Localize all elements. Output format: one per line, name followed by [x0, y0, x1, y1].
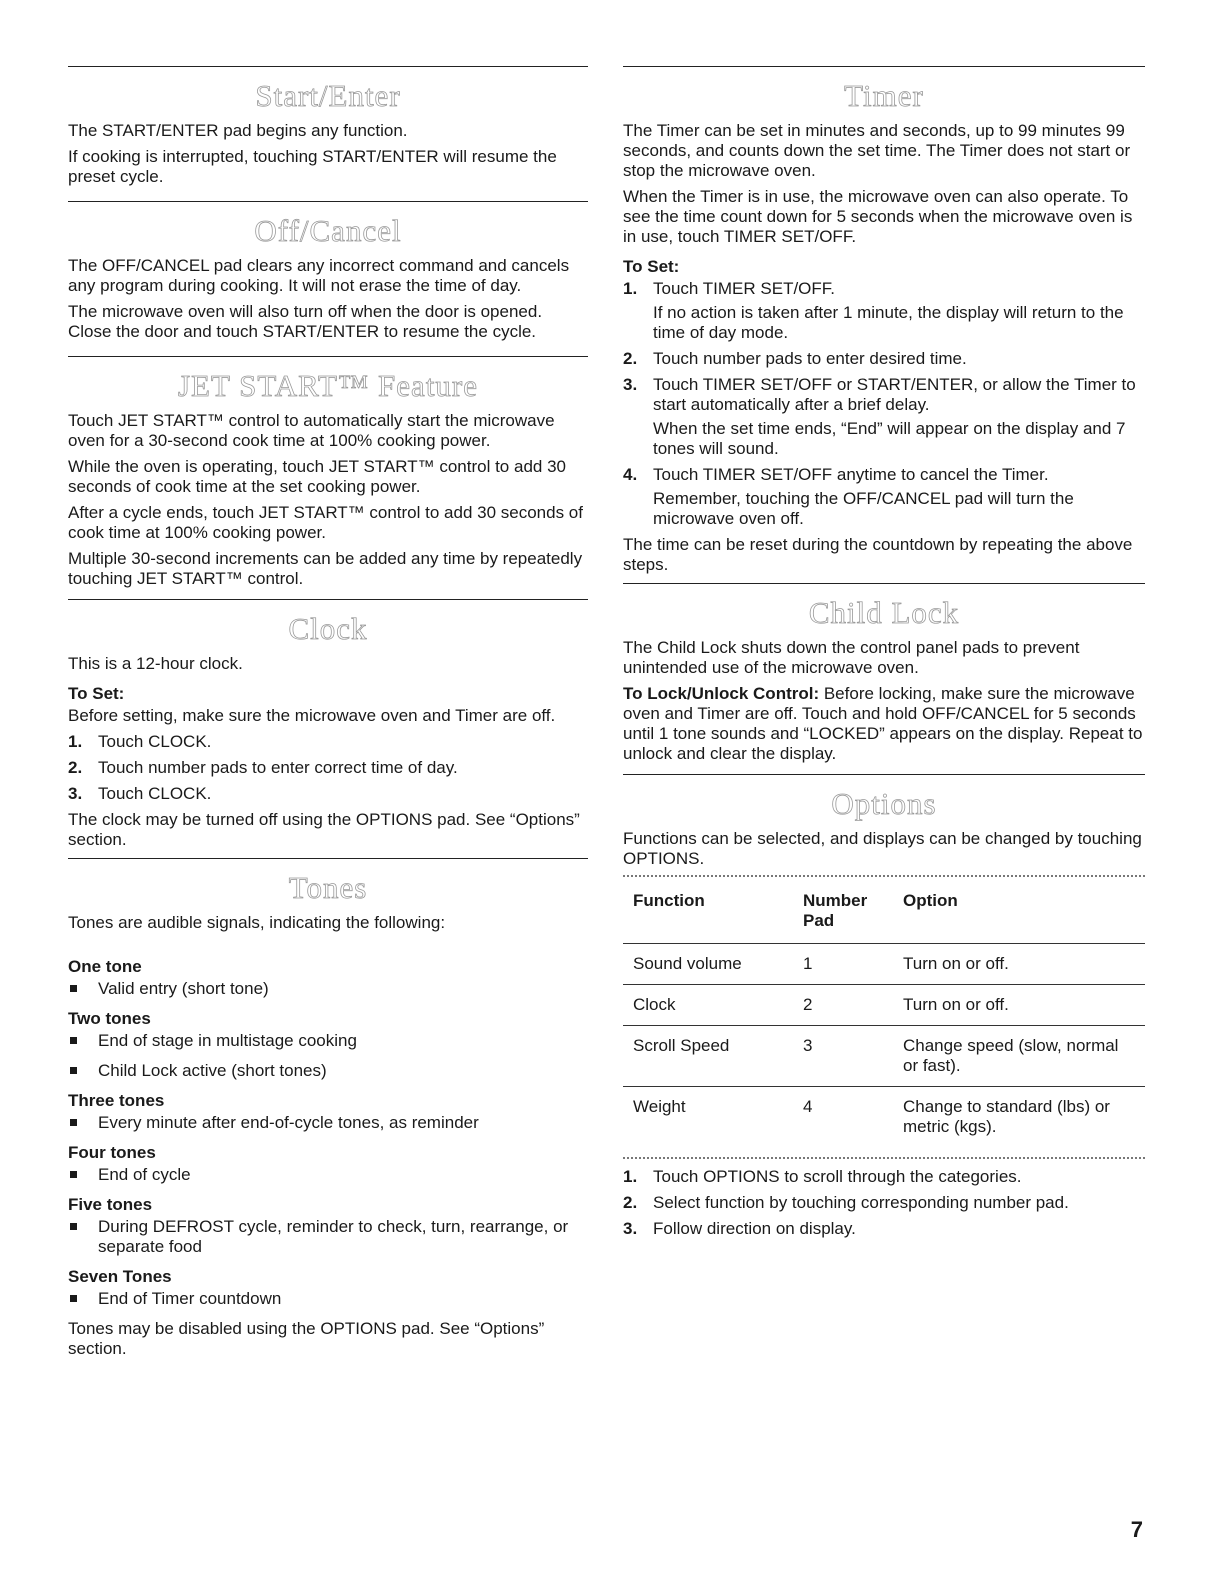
table-cell: Clock [623, 985, 793, 1026]
list-item [623, 349, 1145, 369]
step-number: 1. [68, 732, 83, 751]
child-lock-section [623, 583, 1145, 764]
clock-section [68, 599, 588, 850]
table-row [623, 944, 1145, 985]
jet-start-p4: Multiple 30-second increments can be added any time by repeatedly touching JET START™ control. [68, 549, 583, 588]
timer-p1: The Timer can be set in minutes and seconds, up to 99 minutes 99 seconds, and counts down the set time. The Timer does not start or stop the microwave oven. [623, 121, 1131, 180]
column-header: Option [903, 891, 958, 910]
list-item [623, 279, 1145, 343]
timer-section [623, 66, 1145, 575]
table-cell: 1 [793, 944, 893, 985]
step-subtext: When the set time ends, “End” will appear on the display and 7 tones will sound. [653, 419, 1126, 458]
timer-note: The time can be reset during the countdown by repeating the above steps. [623, 535, 1133, 574]
bullet-icon [70, 1171, 77, 1178]
step-number: 4. [623, 465, 638, 484]
step-number: 3. [623, 1219, 638, 1238]
step-text: Touch number pads to enter correct time of day. [98, 758, 458, 777]
step-number: 1. [623, 279, 638, 298]
start-enter-title: Start/Enter [255, 78, 401, 113]
list-item [68, 1031, 588, 1051]
bullet-text: During DEFROST cycle, reminder to check, turn, rearrange, or separate food [98, 1217, 569, 1256]
tones-heading: Four tones [68, 1143, 156, 1162]
clock-before: Before setting, make sure the microwave oven and Timer are off. [68, 706, 556, 725]
options-steps [623, 1167, 1145, 1239]
table-cell: 4 [793, 1087, 893, 1148]
tones-section [68, 858, 588, 1359]
child-lock-p1: The Child Lock shuts down the control panel pads to prevent unintended use of the microwave oven. [623, 638, 1080, 677]
left-column [68, 66, 588, 1365]
tones-note: Tones may be disabled using the OPTIONS pad. See “Options” section. [68, 1319, 545, 1358]
tones-list [68, 979, 588, 999]
start-enter-p2: If cooking is interrupted, touching START/ENTER will resume the preset cycle. [68, 147, 557, 186]
step-text: Touch TIMER SET/OFF or START/ENTER, or allow the Timer to start automatically after a brief delay. [653, 375, 1136, 414]
list-item [68, 1289, 588, 1309]
tones-heading: Two tones [68, 1009, 151, 1028]
options-section [623, 774, 1145, 1239]
bullet-text: End of Timer countdown [98, 1289, 282, 1308]
step-text: Touch OPTIONS to scroll through the categories. [653, 1167, 1022, 1186]
step-number: 2. [623, 1193, 638, 1212]
bullet-text: End of cycle [98, 1165, 191, 1184]
bullet-icon [70, 985, 77, 992]
options-table [623, 881, 1145, 1147]
timer-steps [623, 279, 1145, 529]
tones-list [68, 1031, 588, 1081]
table-cell: Change to standard (lbs) or metric (kgs). [893, 1087, 1145, 1148]
jet-start-section [68, 356, 588, 589]
timer-p2: When the Timer is in use, the microwave oven can also operate. To see the time count down for 5 seconds when the microwave oven is in use, touch TIMER SET/OFF. [623, 187, 1133, 246]
list-item [623, 1167, 1145, 1187]
clock-to-set: To Set: [68, 684, 125, 703]
table-cell: Turn on or off. [893, 985, 1145, 1026]
start-enter-p1: The START/ENTER pad begins any function. [68, 121, 408, 140]
column-header: Number Pad [803, 891, 868, 930]
step-text: Touch TIMER SET/OFF. [653, 279, 836, 298]
list-item [623, 375, 1145, 459]
table-header-row [623, 881, 1145, 944]
clock-intro: This is a 12-hour clock. [68, 654, 243, 673]
step-number: 2. [68, 758, 83, 777]
list-item [623, 1193, 1145, 1213]
step-number: 3. [68, 784, 83, 803]
list-item [68, 1113, 588, 1133]
child-lock-title: Child Lock [808, 595, 960, 630]
bullet-text: Valid entry (short tone) [98, 979, 269, 998]
list-item [68, 979, 588, 999]
dotted-divider [623, 875, 1145, 877]
tones-heading: Five tones [68, 1195, 153, 1214]
table-row [623, 1026, 1145, 1087]
jet-start-p1: Touch JET START™ control to automatically start the microwave oven for a 30-second cook time at 100% cooking power. [68, 411, 555, 450]
tones-intro: Tones are audible signals, indicating the following: [68, 913, 446, 932]
list-item [68, 1165, 588, 1185]
table-cell: Sound volume [623, 944, 793, 985]
jet-start-p2: While the oven is operating, touch JET START™ control to add 30 seconds of cook time at the set cooking power. [68, 457, 566, 496]
table-row [623, 1087, 1145, 1148]
tones-list [68, 1289, 588, 1309]
list-item [68, 758, 588, 778]
child-lock-p2 [623, 684, 1145, 764]
bullet-text: Child Lock active (short tones) [98, 1061, 327, 1080]
off-cancel-p2: The microwave oven will also turn off when the door is opened. Close the door and touch START/ENTER to resume the cycle. [68, 302, 543, 341]
step-number: 2. [623, 349, 638, 368]
list-item [68, 1217, 588, 1257]
step-text: Touch TIMER SET/OFF anytime to cancel the Timer. [653, 465, 1049, 484]
step-text: Touch number pads to enter desired time. [653, 349, 967, 368]
step-text: Select function by touching corresponding number pad. [653, 1193, 1069, 1212]
step-text: Touch CLOCK. [98, 732, 212, 751]
clock-steps [68, 732, 588, 804]
options-intro: Functions can be selected, and displays can be changed by touching OPTIONS. [623, 829, 1142, 868]
bullet-icon [70, 1037, 77, 1044]
list-item [68, 1061, 588, 1081]
bullet-text: End of stage in multistage cooking [98, 1031, 357, 1050]
step-text: Follow direction on display. [653, 1219, 856, 1238]
tones-heading: Three tones [68, 1091, 165, 1110]
tones-heading: Seven Tones [68, 1267, 172, 1286]
step-text: Touch CLOCK. [98, 784, 212, 803]
table-row [623, 985, 1145, 1026]
jet-start-title: JET START™ Feature [177, 368, 479, 403]
tones-list [68, 1165, 588, 1185]
options-title: Options [831, 786, 937, 821]
jet-start-p3: After a cycle ends, touch JET START™ control to add 30 seconds of cook time at 100% cooking power. [68, 503, 583, 542]
step-number: 1. [623, 1167, 638, 1186]
list-item [68, 732, 588, 752]
off-cancel-section [68, 201, 588, 342]
list-item [623, 1219, 1145, 1239]
table-cell: 2 [793, 985, 893, 1026]
lock-label: To Lock/Unlock Control: [623, 684, 820, 703]
page-number: 7 [1130, 1517, 1143, 1542]
list-item [623, 465, 1145, 529]
table-cell: 3 [793, 1026, 893, 1087]
bullet-icon [70, 1067, 77, 1074]
bullet-icon [70, 1295, 77, 1302]
step-subtext: Remember, touching the OFF/CANCEL pad will turn the microwave oven off. [653, 489, 1074, 528]
tones-list [68, 1113, 588, 1133]
bullet-icon [70, 1119, 77, 1126]
clock-note: The clock may be turned off using the OPTIONS pad. See “Options” section. [68, 810, 580, 849]
timer-title: Timer [844, 78, 924, 113]
column-header: Function [633, 891, 705, 910]
step-subtext: If no action is taken after 1 minute, the display will return to the time of day mode. [653, 303, 1124, 342]
table-cell: Turn on or off. [893, 944, 1145, 985]
timer-to-set: To Set: [623, 257, 680, 276]
tones-heading: One tone [68, 957, 142, 976]
off-cancel-title: Off/Cancel [254, 213, 402, 248]
lock-text: Before locking, make sure the microwave oven and Timer are off. Touch and hold OFF/CANCEL for 5 seconds until 1 tone sounds and “LOCKED” appears on the display. Repeat to unlock and clear the display. [623, 684, 1143, 763]
off-cancel-p1: The OFF/CANCEL pad clears any incorrect command and cancels any program during cooking. It will not erase the time of day. [68, 256, 570, 295]
list-item [68, 784, 588, 804]
table-cell: Scroll Speed [623, 1026, 793, 1087]
tones-list [68, 1217, 588, 1257]
start-enter-section [68, 66, 588, 187]
right-column [623, 66, 1145, 1245]
bullet-text: Every minute after end-of-cycle tones, as reminder [98, 1113, 479, 1132]
tones-title: Tones [288, 870, 368, 905]
step-number: 3. [623, 375, 638, 394]
bullet-icon [70, 1223, 77, 1230]
table-cell: Weight [623, 1087, 793, 1148]
clock-title: Clock [288, 611, 368, 646]
table-cell: Change speed (slow, normal or fast). [893, 1026, 1145, 1087]
